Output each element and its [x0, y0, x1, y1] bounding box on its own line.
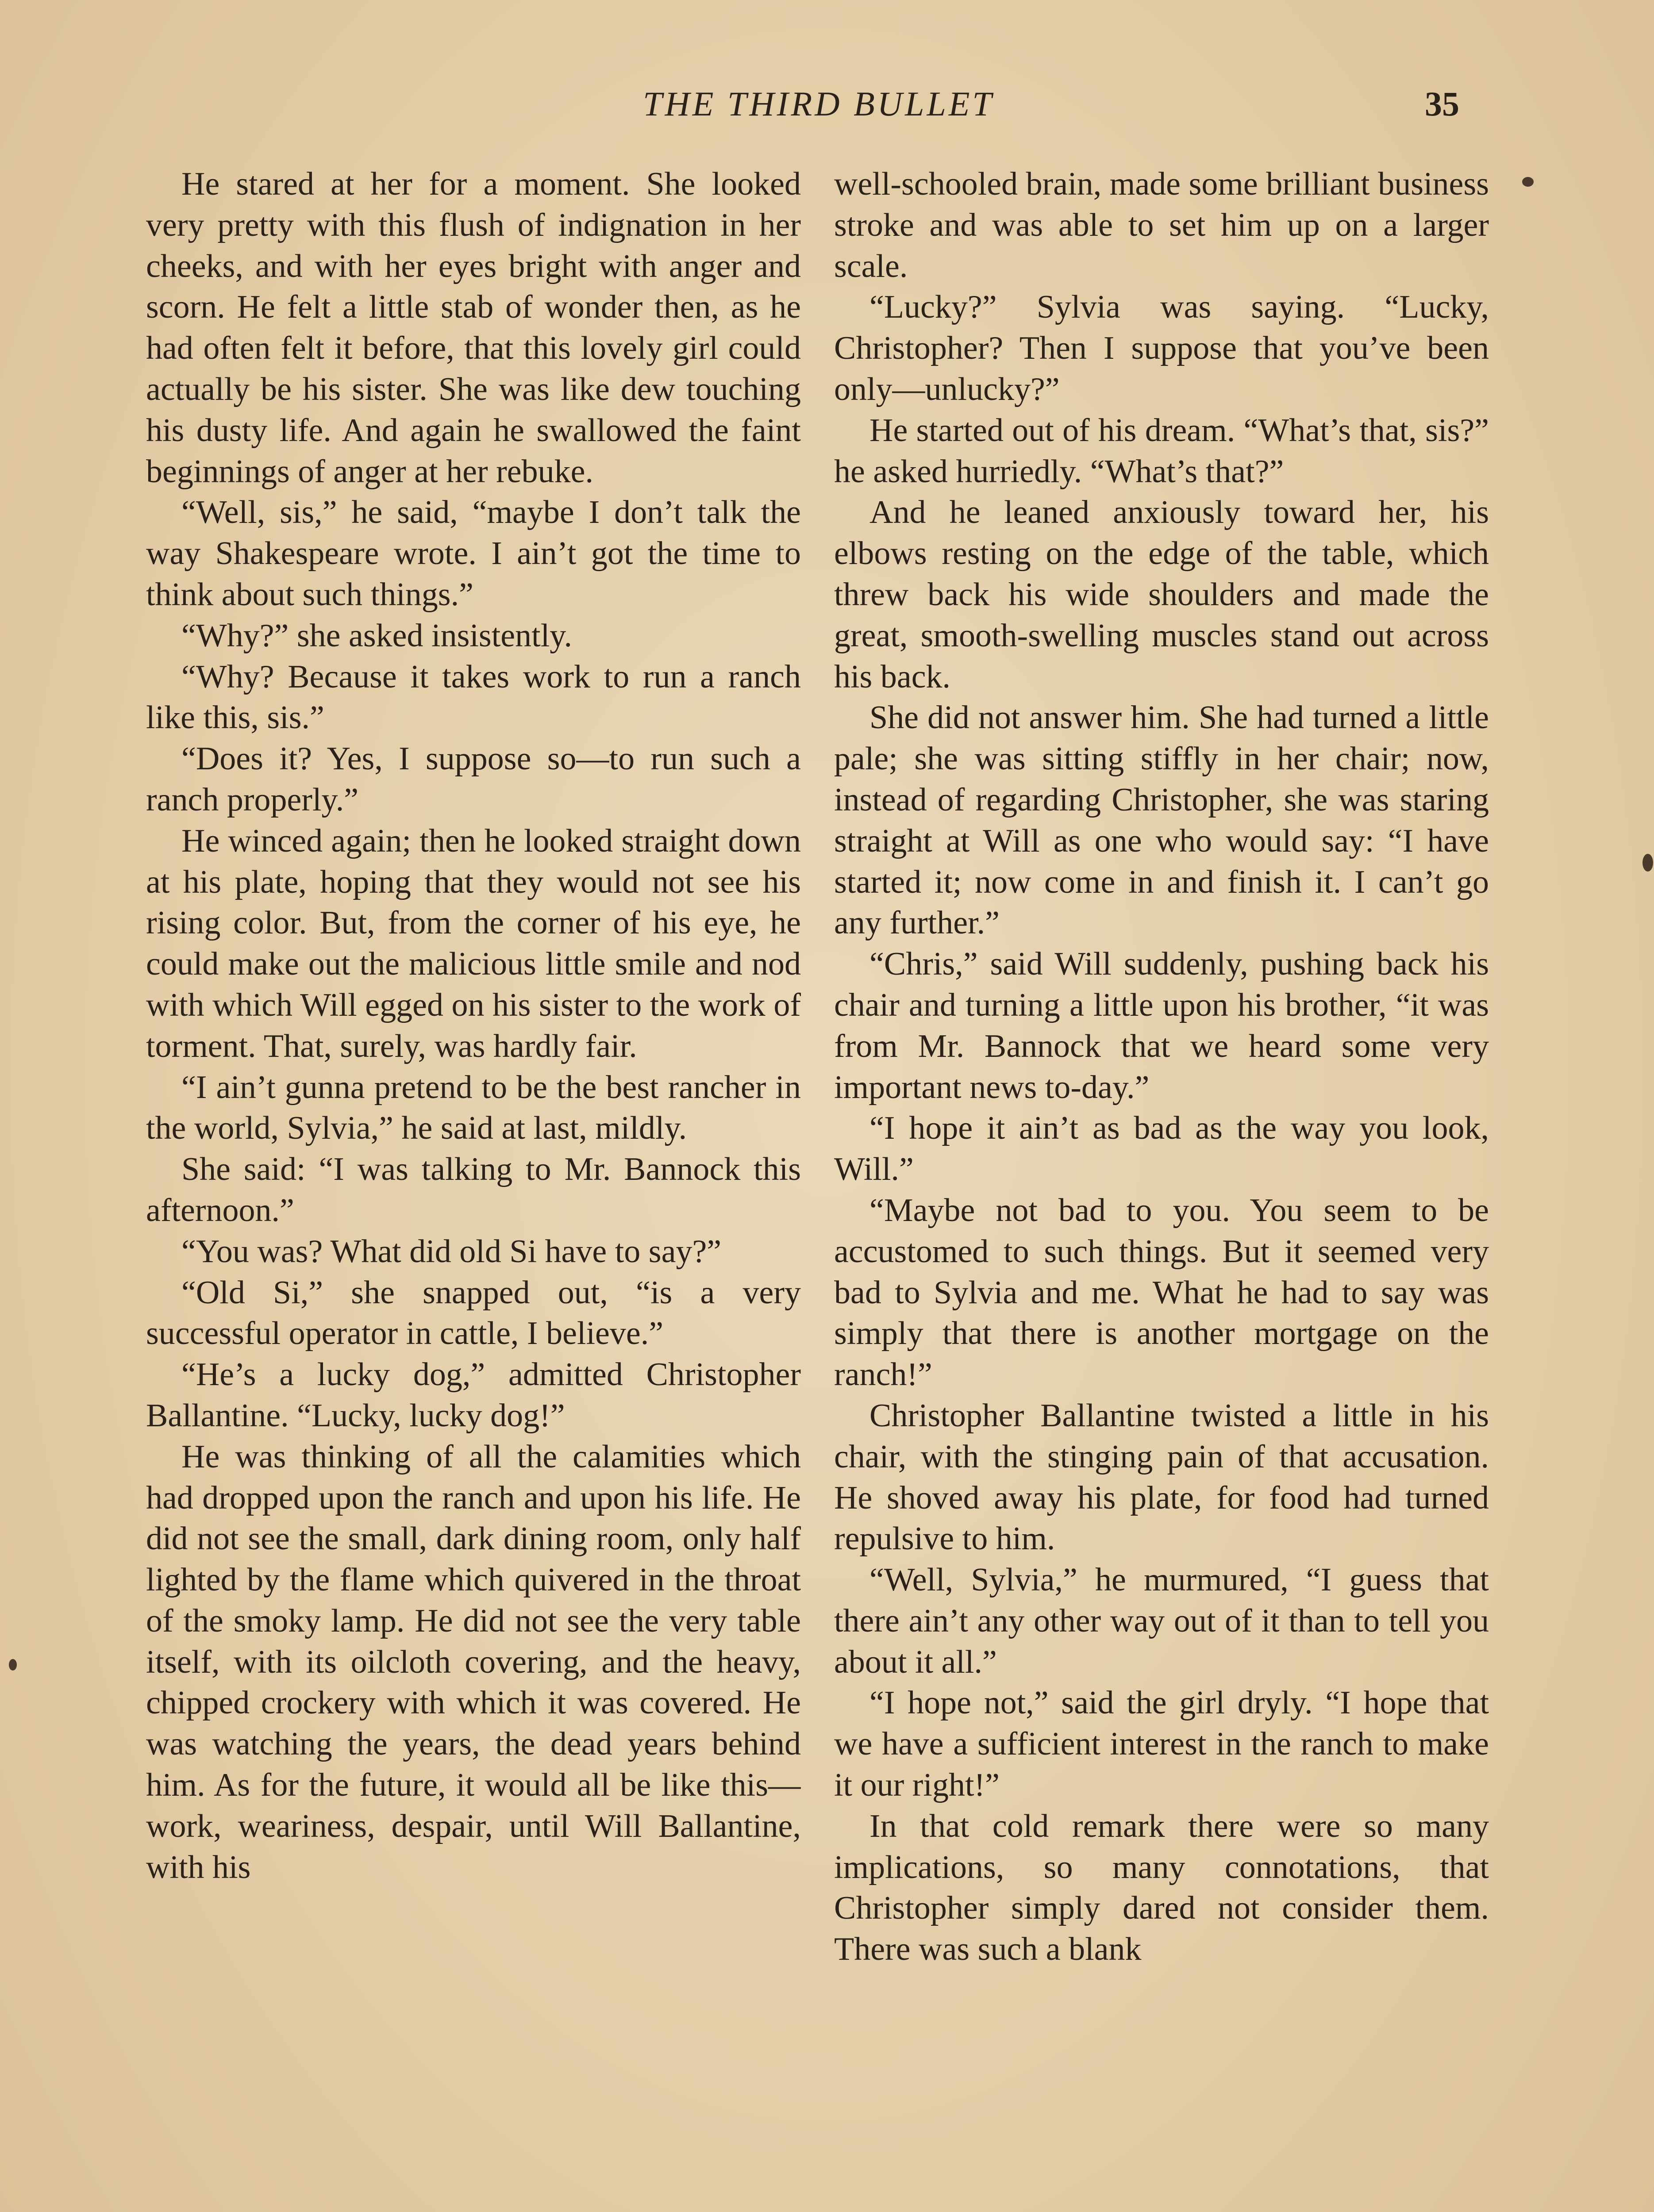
paragraph: “Well, Sylvia,” he murmured, “I guess that there ain’t any other way out of it than to tell you about it all.”: [834, 1562, 1489, 1680]
paragraph: He started out of his dream. “What’s that, sis?” he asked hurriedly. “What’s that?”: [834, 412, 1489, 490]
left-text-column: [146, 164, 801, 2212]
paragraph: He winced again; then he looked straight down at his plate, hoping that they would not see his rising color. But, from the corner of his eye, he could make out the malicious little smile and nod with which Will egged on his sister to the work of torment. That, surely, was hardly fair.: [146, 822, 801, 1064]
paper-blemish: [1642, 854, 1653, 872]
paragraph: “Maybe not bad to you. You seem to be accustomed to such things. But it seemed very bad to Sylvia and me. What he had to say was simply that there is another mortgage on the ranch!”: [834, 1192, 1489, 1393]
paragraph: “Well, sis,” he said, “maybe I don’t talk the way Shakespeare wrote. I ain’t got the time to think about such things.”: [146, 494, 801, 613]
paragraph-continued: well-schooled brain, made some brilliant business stroke and was able to set him up on a larger scale.: [834, 166, 1489, 284]
paragraph: He was thinking of all the calamities which had dropped upon the ranch and upon his life. He did not see the small, dark dining room, only half lighted by the flame which quivered in the throat of the smoky lamp. He did not see the very table itself, with its oilcloth covering, and the heavy, chipped crockery with which it was covered. He was watching the years, the dead years behind him. As for the future, it would all be like this—work, weariness, despair, until Will Ballantine, with his: [146, 1438, 801, 1886]
page-number: 35: [1425, 84, 1459, 123]
paragraph: She did not answer him. She had turned a little pale; she was sitting stiffly in her chair; now, instead of regarding Christopher, she was staring straight at Will as one who would say: “I have started it; now come in and finish it. I can’t go any further.”: [834, 699, 1489, 941]
running-head-title: THE THIRD BULLET: [643, 84, 994, 123]
paragraph: “He’s a lucky dog,” admitted Christopher Ballantine. “Lucky, lucky dog!”: [146, 1356, 801, 1434]
paragraph: And he leaned anxiously toward her, his elbows resting on the edge of the table, which threw back his wide shoulders and made the great, smooth-swelling muscles stand out across his back.: [834, 494, 1489, 695]
paragraph: “Old Si,” she snapped out, “is a very successful operator in cattle, I believe.”: [146, 1274, 801, 1352]
paragraph: Christopher Ballantine twisted a little in his chair, with the stinging pain of that accusation. He shoved away his plate, for food had turned repulsive to him.: [834, 1397, 1489, 1557]
paragraph: “You was? What did old Si have to say?”: [181, 1233, 722, 1270]
paragraph: “Lucky?” Sylvia was saying. “Lucky, Christopher? Then I suppose that you’ve been only—unlucky?”: [834, 289, 1489, 407]
paragraph: In that cold remark there were so many implications, so many connotations, that Christopher simply dared not consider them. There was such a blank: [834, 1808, 1489, 1968]
paragraph: “Why?” she asked insistently.: [181, 617, 572, 654]
paragraph: “Chris,” said Will suddenly, pushing back his chair and turning a little upon his brother, “it was from Mr. Bannock that we heard some very important news to-day.”: [834, 946, 1489, 1106]
paragraph: “I hope not,” said the girl dryly. “I hope that we have a sufficient interest in the ranch to make it our right!”: [834, 1685, 1489, 1804]
right-text-column: [834, 164, 1489, 2212]
paragraph: “Why? Because it takes work to run a ranch like this, sis.”: [146, 658, 801, 736]
paper-blemish: [1522, 177, 1534, 187]
paragraph: He stared at her for a moment. She looked very pretty with this flush of indignation in her cheeks, and with her eyes bright with anger and scorn. He felt a little stab of wonder then, as he had often felt it before, that this lovely girl could actually be his sister. She was like dew touching his dusty life. And again he swallowed the faint beginnings of anger at her rebuke.: [146, 166, 801, 490]
paragraph: “I hope it ain’t as bad as the way you look, Will.”: [834, 1110, 1489, 1188]
paragraph: She said: “I was talking to Mr. Bannock this afternoon.”: [146, 1151, 801, 1229]
paper-blemish: [9, 1659, 17, 1671]
paragraph: “I ain’t gunna pretend to be the best rancher in the world, Sylvia,” he said at last, mildly.: [146, 1069, 801, 1147]
paragraph: “Does it? Yes, I suppose so—to run such a ranch properly.”: [146, 741, 801, 818]
